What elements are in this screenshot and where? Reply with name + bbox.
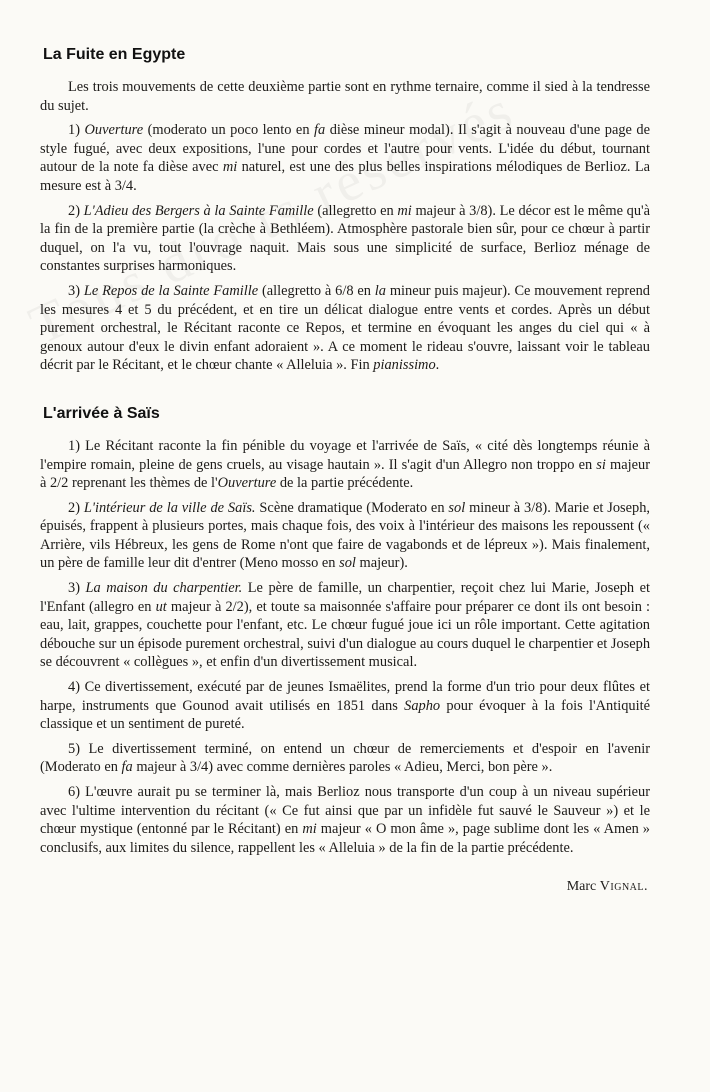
key-name: sol: [448, 499, 466, 516]
key-name: fa: [121, 759, 133, 776]
paragraph-repos: 3) Le Repos de la Sainte Famille (allegretto à 6/8 en la mineur puis majeur). Ce mouvement reprend les mesures 4 et 5 du précédent, et en tire un délicat dialogue entre vents et cordes. Après un début purement orchestral, le Récitant raconte ce Repos, et termine en évoquant les anges du ciel qui « à genoux autour d'eux le divin enfant adoraient ». A ce moment le rideau s'ouvre, laissant voir le tableau décrit par le Récitant, et le chœur chante « Alleluia ». Fin pianissimo.: [40, 282, 650, 374]
movement-title: La maison du charpentier.: [85, 580, 243, 597]
author-signature: [40, 879, 650, 895]
key-name: mi: [302, 821, 317, 838]
key-name: mi: [397, 202, 412, 219]
key-name: ut: [155, 598, 167, 615]
document-page: [40, 46, 650, 895]
dynamic-marking: pianissimo: [373, 357, 436, 374]
paragraph-ouverture: 1) Ouverture (moderato un poco lento en fa dièse mineur modal). Il s'agit à nouveau d'une page de style fugué, avec deux expositions, l'une pour cordes et l'autre pour vents. L'idée du début, tournant autour de la note fa dièse avec mi naturel, est une des plus belles inspirations mélodiques de Berlioz. La mesure est à 3/4.: [40, 122, 651, 194]
work-reference: Sapho: [404, 697, 441, 714]
item-number: 1): [68, 122, 80, 139]
key-name: la: [374, 282, 386, 299]
paragraph-adieu-bergers: 2) L'Adieu des Bergers à la Sainte Famille (allegretto en mi majeur à 3/8). Le décor est le même qu'à la fin de la première partie (la crèche à Bethléem). Atmosphère pastorale bien sûr, pour ce chœur à partir duquel, on l'a vu, tout l'ouvrage naquit. Mais sous une simplicité de surface, Berlioz ménage de constantes surprises harmoniques.: [40, 202, 650, 275]
item-number: 3): [68, 580, 80, 597]
item-number: 4): [68, 679, 80, 696]
key-name: fa: [314, 122, 326, 139]
paragraph-divertissement: 4) Ce divertissement, exécuté par de jeunes Ismaëlites, prend la forme d'un trio pour deux flûtes et harpe, instruments que Gounod avait utilisés en 1851 dans Sapho pour évoquer à la fois l'Antiquité classique et un sentiment de pureté.: [40, 679, 650, 733]
section-title-arrivee: L'arrivée à Saïs: [43, 404, 160, 422]
paragraph-maison-charpentier: 3) La maison du charpentier. Le père de famille, un charpentier, reçoit chez lui Marie, Joseph et l'Enfant (allegro en ut majeur à 2/2), et toute sa maisonnée s'affaire pour préparer ce dont ils ont besoin : eau, lait, grappes, couchette pour l'enfant, etc. Le chœur fugué joue ici un rôle important. Cette agitation débouche sur un épisode purement orchestral, suivi d'un dialogue au cours duquel le charpentier et Joseph se découvrent « collègues », et enfin d'un divertissement musical.: [40, 580, 651, 671]
item-number: 2): [68, 499, 80, 516]
item-number: 3): [68, 282, 80, 299]
paragraph-conclusion: 6) L'œuvre aurait pu se terminer là, mais Berlioz nous transporte d'un coup à un niveau supérieur avec l'ultime intervention du récitant (« Ce fut ainsi que par un infidèle fut sauvé le Sauveur ») et le chœur mystique (entonné par le Récitant) en mi majeur « O mon âme », page sublime dont les « Amen » conclusifs, aux limites du silence, rappellent les « Alleluia » de la fin de la partie précédente.: [40, 784, 650, 856]
paragraph-interieur-ville: 2) L'intérieur de la ville de Saïs. Scène dramatique (Moderato en sol mineur à 3/8). Marie et Joseph, épuisés, frappent à plusieurs portes, mais chaque fois, des voix à l'intérieur des maisons les repoussent (« Arrière, vils Hébreux, les gens de Rome n'ont que faire de vagabonds et de lépreux »). Mais finalement, un père de famille leur dit d'entrer (Meno mosso en sol majeur).: [40, 499, 650, 572]
author-last-name: Vignal.: [599, 879, 648, 895]
key-name: mi: [222, 159, 238, 176]
movement-title: Ouverture: [84, 122, 144, 139]
key-name: si: [596, 456, 606, 473]
item-number: 1): [68, 437, 80, 454]
item-number: 2): [68, 202, 80, 219]
author-first-name: Marc: [566, 879, 597, 895]
section-intro: Les trois mouvements de cette deuxième partie sont en rythme ternaire, comme il sied à la tendresse du sujet.: [40, 79, 650, 114]
key-name: sol: [339, 555, 356, 572]
paragraph-remerciements: 5) Le divertissement terminé, on entend un chœur de remerciements et d'espoir en l'avenir (Moderato en fa majeur à 3/4) avec comme dernières paroles « Adieu, Merci, bon père ».: [40, 740, 650, 776]
work-reference: Ouverture: [217, 475, 277, 492]
paragraph-recitant: 1) Le Récitant raconte la fin pénible du voyage et l'arrivée de Saïs, « cité dès longtemps réunie à l'empire romain, pleine de gens cruels, au visage hautain ». Il s'agit d'un Allegro non troppo en si majeur à 2/2 reprenant les thèmes de l'Ouverture de la partie précédente.: [40, 437, 650, 492]
section-title-fuite: La Fuite en Egypte: [43, 46, 186, 63]
movement-title: L'Adieu des Bergers à la Sainte Famille: [83, 202, 314, 219]
item-number: 6): [68, 784, 80, 800]
item-number: 5): [68, 740, 80, 757]
movement-title: L'intérieur de la ville de Saïs.: [83, 499, 256, 516]
movement-title: Le Repos de la Sainte Famille: [83, 282, 259, 299]
